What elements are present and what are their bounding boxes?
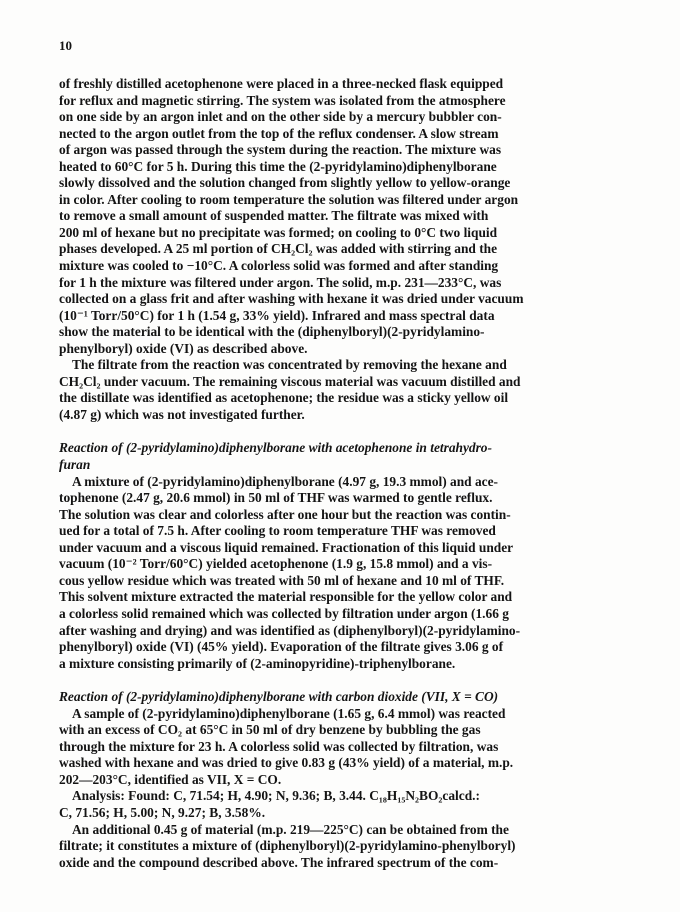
paragraph-additional-material: [59, 822, 652, 872]
text-line: A mixture of (2-pyridylamino)diphenylborane (4.97 g, 19.3 mmol) and ace-: [72, 473, 499, 489]
paragraph-analysis: [59, 788, 652, 821]
text-line: phenylboryl) oxide (VI) as described above.: [59, 340, 308, 356]
text-line: An additional 0.45 g of material (m.p. 219—225°C) can be obtained from the: [72, 821, 509, 837]
text-line: The filtrate from the reaction was concentrated by removing the hexane and: [72, 357, 507, 373]
text-line: slowly dissolved and the solution changed from slightly yellow to yellow-orange: [59, 175, 511, 191]
heading-line: Reaction of (2-pyridylamino)diphenylborane with acetophenone in tetrahydro-: [59, 440, 492, 456]
text-line: phenylboryl) oxide (VI) (45% yield). Evaporation of the filtrate gives 3.06 g of: [59, 639, 504, 655]
text-line: ued for a total of 7.5 h. After cooling to room temperature THF was removed: [59, 523, 496, 539]
text-line: heated to 60°C for 5 h. During this time the (2-pyridylamino)diphenylborane: [59, 158, 497, 174]
section-heading-co2: [59, 689, 652, 706]
text-line: CH₂Cl₂ under vacuum. The remaining viscous material was vacuum distilled and: [59, 373, 521, 389]
paragraph-co2-procedure: [59, 706, 652, 789]
text-line: oxide and the compound described above. The infrared spectrum of the com-: [59, 854, 499, 870]
text-line: collected on a glass frit and after washing with hexane it was dried under vacuum: [59, 291, 524, 307]
text-line: with an excess of CO₂ at 65°C in 50 ml of dry benzene by bubbling the gas: [59, 722, 481, 738]
text-line: (10⁻¹ Torr/50°C) for 1 h (1.54 g, 33% yield). Infrared and mass spectral data: [59, 307, 495, 323]
text-line: under vacuum and a viscous liquid remained. Fractionation of this liquid under: [59, 539, 514, 555]
text-line: cous yellow residue which was treated with 50 ml of hexane and 10 ml of THF.: [59, 572, 505, 588]
text-line: This solvent mixture extracted the material responsible for the yellow color and: [59, 589, 513, 605]
text-line: phases developed. A 25 ml portion of CH₂Cl₂ was added with stirring and the: [59, 241, 498, 257]
paragraph-filtrate: [59, 357, 652, 423]
text-line: for reflux and magnetic stirring. The system was isolated from the atmosphere: [59, 92, 506, 108]
text-line: Analysis: Found: C, 71.54; H, 4.90; N, 9.36; B, 3.44. C₁₈H₁₅N₂BO₂calcd.:: [72, 788, 480, 804]
paragraph-thf-procedure: [59, 474, 652, 673]
text-line: for 1 h the mixture was filtered under argon. The solid, m.p. 231—233°C, was: [59, 274, 502, 290]
text-line: the distillate was identified as acetophenone; the residue was a sticky yellow oil: [59, 390, 509, 406]
text-line: The solution was clear and colorless after one hour but the reaction was contin-: [59, 506, 511, 522]
text-line: mixture was cooled to −10°C. A colorless solid was formed and after standing: [59, 258, 499, 274]
text-line: of freshly distilled acetophenone were placed in a three-necked flask equipped: [59, 76, 504, 91]
text-line: through the mixture for 23 h. A colorless solid was collected by filtration, was: [59, 738, 499, 754]
text-line: filtrate; it constitutes a mixture of (diphenylboryl)(2-pyridylamino-phenylboryl): [59, 838, 516, 854]
text-line: show the material to be identical with the (diphenylboryl)(2-pyridylamino-: [59, 324, 485, 340]
text-line: C, 71.56; H, 5.00; N, 9.27; B, 3.58%.: [59, 804, 266, 820]
text-column: [59, 76, 652, 871]
heading-line: furan: [59, 457, 91, 473]
page-number: 10: [59, 38, 72, 53]
section-heading-thf: [59, 440, 652, 473]
text-line: after washing and drying) and was identified as (diphenylboryl)(2-pyridylamino-: [59, 622, 521, 638]
text-line: A sample of (2-pyridylamino)diphenylborane (1.65 g, 6.4 mmol) was reacted: [72, 705, 506, 721]
text-line: 200 ml of hexane but no precipitate was formed; on cooling to 0°C two liquid: [59, 224, 498, 240]
heading-line: Reaction of (2-pyridylamino)diphenylborane with carbon dioxide (VII, X = CO): [59, 689, 499, 705]
text-line: vacuum (10⁻² Torr/60°C) yielded acetophenone (1.9 g, 15.8 mmol) and a vis-: [59, 556, 493, 572]
text-line: of argon was passed through the system during the reaction. The mixture was: [59, 142, 502, 158]
text-line: nected to the argon outlet from the top of the reflux condenser. A slow stream: [59, 125, 499, 141]
text-line: a colorless solid remained which was collected by filtration under argon (1.66 g: [59, 605, 509, 621]
text-line: tophenone (2.47 g, 20.6 mmol) in 50 ml of THF was warmed to gentle reflux.: [59, 490, 493, 506]
text-line: to remove a small amount of suspended matter. The filtrate was mixed with: [59, 208, 489, 224]
text-line: a mixture consisting primarily of (2-aminopyridine)-triphenylborane.: [59, 655, 456, 671]
text-line: washed with hexane and was dried to give 0.83 g (43% yield) of a material, m.p.: [59, 755, 514, 771]
paragraph-procedure-continued: [59, 76, 652, 357]
text-line: (4.87 g) which was not investigated further.: [59, 406, 305, 422]
text-line: in color. After cooling to room temperature the solution was filtered under argon: [59, 191, 519, 207]
text-line: 202—203°C, identified as VII, X = CO.: [59, 771, 282, 787]
text-line: on one side by an argon inlet and on the other side by a mercury bubbler con-: [59, 109, 502, 125]
